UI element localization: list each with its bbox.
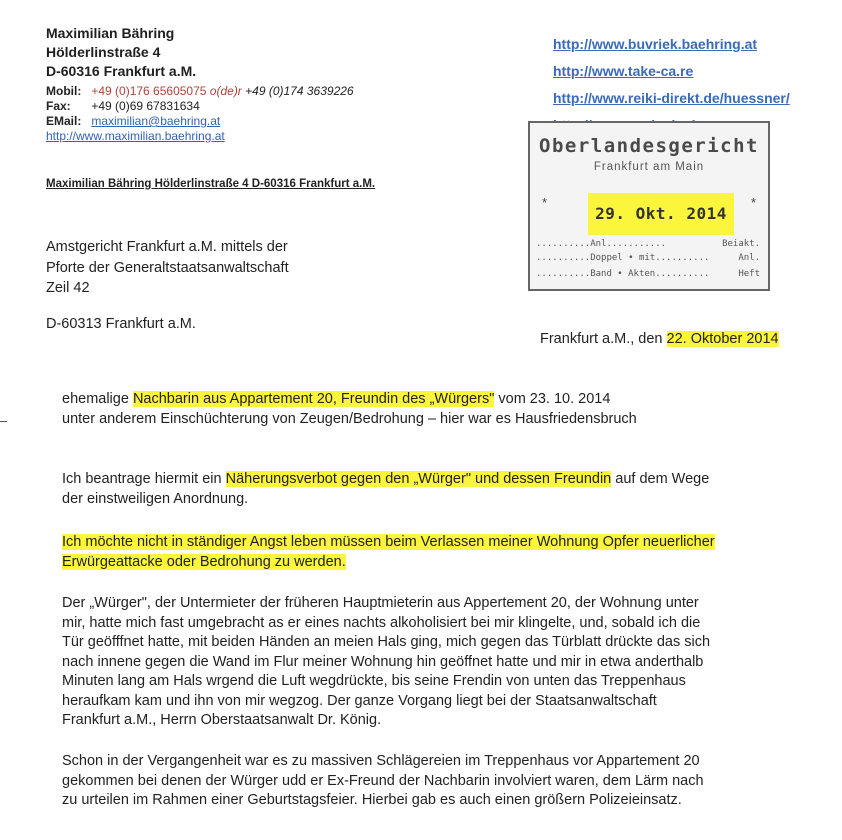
recipient-address [46, 237, 289, 299]
stamp-place: Frankfurt am Main [593, 161, 705, 173]
sender-city: D-60316 Frankfurt a.M. [46, 63, 197, 79]
link-buvriek[interactable]: http://www.buvriek.baehring.at [553, 36, 758, 52]
recipient-line-1: Amstgericht Frankfurt a.M. mittels der [46, 239, 288, 255]
stamp-star-right: * [750, 195, 756, 210]
stamp-field-anl2: Anl. [738, 253, 760, 263]
sender-name: Maximilian Bähring [46, 25, 175, 41]
email-row [46, 114, 354, 129]
fear-line-1: Ich möchte nicht in ständiger Angst leben müssen beim Verlassen meiner Wohnung Opfer neuerlicher [62, 534, 715, 550]
incident-line-1: Der „Würger", der Untermieter der früheren Hauptmieterin aus Appertement 20, der Wohnung unter [62, 595, 699, 611]
mobile-number-2: +49 (0)174 3639226 [245, 84, 354, 98]
incident-line-6: heraufkam kam und ihn von mir wegzog. Der ganze Vorgang liegt bei der Staatsanwaltschaft [62, 692, 657, 709]
return-address: Maximilian Bähring Hölderlinstraße 4 D-60316 Frankfurt a.M. [46, 178, 376, 190]
email-link[interactable]: maximilian@baehring.at [91, 114, 221, 128]
website-link[interactable]: http://www.maximilian.baehring.at [46, 129, 225, 143]
incident-line-5: Minuten lang am Hals wrgend die Luft wegdrückte, bis seine Frendin von unten das Treppenhaus [62, 673, 686, 689]
incident-line-7: Frankfurt a.M., Herrn Oberstaatsanwalt Dr. König. [62, 712, 382, 728]
paragraph-history [62, 752, 807, 811]
history-line-3: zu urteilen im Rahmen einer Geburtstagsfeier. Hierbei gab es auch einen größern Polizeieinsatz. [62, 792, 682, 808]
fax-label: Fax: [46, 99, 71, 113]
date-prefix: Frankfurt a.M., den [540, 331, 663, 347]
stamp-court: Oberlandesgericht [539, 135, 759, 157]
stamp-field-band: ..........Band • Akten.......... [536, 269, 710, 279]
stamp-field-doppel: ..........Doppel • mit.......... [536, 253, 710, 263]
subject-pre: ehemalige [62, 391, 129, 407]
court-stamp [528, 121, 770, 291]
mobile-label: Mobil: [46, 84, 82, 98]
sender-contact [46, 84, 354, 144]
recipient-line-3: Zeil 42 [46, 280, 90, 296]
incident-line-4: nach innene gegen die Wand im Flur meiner Wohnung hin geöffnet hatte und mir in etwa anderthalb [62, 653, 704, 670]
subject-line-1 [62, 389, 637, 409]
mobile-or: o(de)r [209, 84, 242, 98]
recipient-line-2: Pforte der Generaltstaatsanwaltschaft [46, 259, 289, 276]
request-pre: Ich beantrage hiermit ein [62, 471, 222, 487]
recipient-city: D-60313 Frankfurt a.M. [46, 316, 196, 332]
subject [62, 389, 637, 429]
fax-row [46, 99, 354, 114]
paragraph-fear [62, 533, 807, 572]
incident-line-2: mir, hatte mich fast umgebracht as er eines nachts alkoholisiert bei mir klingelte, und, sobald ich die [62, 614, 701, 631]
sender-street: Hölderlinstraße 4 [46, 44, 161, 60]
stamp-star-left: * [542, 195, 548, 210]
margin-mark [0, 421, 7, 422]
mobile-number-1: +49 (0)176 65605075 [91, 84, 207, 98]
subject-highlight: Nachbarin aus Appartement 20, Freundin des „Würgers" [132, 391, 495, 407]
sender-address [46, 24, 196, 81]
date-line [540, 331, 779, 347]
fax-number: +49 (0)69 67831634 [91, 99, 200, 113]
stamp-field-anl: ..........Anl........... [536, 239, 667, 249]
stamp-field-heft: Heft [738, 269, 760, 279]
link-take-care[interactable]: http://www.take-ca.re [553, 63, 694, 79]
stamp-date: 29. Okt. 2014 [588, 193, 734, 235]
mobile-row [46, 84, 354, 99]
paragraph-request-line-1 [62, 470, 807, 490]
letter-date: 22. Oktober 2014 [666, 331, 779, 347]
link-reiki[interactable]: http://www.reiki-direkt.de/huessner/ [553, 90, 790, 106]
request-highlight: Näherungsverbot gegen den „Würger" und dessen Freundin [225, 471, 612, 487]
history-line-1: Schon in der Vergangenheit war es zu massiven Schlägereien im Treppenhaus vor Appartement 20 [62, 753, 700, 769]
history-line-2: gekommen bei denen der Würger udd er Ex-Freund der Nachbarin involviert waren, dem Lärm nach [62, 772, 704, 789]
paragraph-incident [62, 594, 807, 731]
email-label: EMail: [46, 114, 82, 128]
website-row [46, 129, 354, 144]
paragraph-request [62, 470, 807, 509]
incident-line-3: Tür geöfffnet hatte, mit beiden Händen an meien Hals ging, mich gegen das Türblatt drückte das sich [62, 634, 711, 650]
paragraph-request-line-2: der einstweiligen Anordnung. [62, 490, 249, 507]
request-post: auf dem Wege [615, 471, 710, 487]
stamp-field-beiakt: Beiakt. [722, 239, 760, 249]
fear-line-2: Erwürgeattacke oder Bedrohung zu werden. [62, 553, 346, 570]
subject-post: vom 23. 10. 2014 [498, 391, 611, 407]
subject-line-2: unter anderem Einschüchterung von Zeugen/Bedrohung – hier war es Hausfriedensbruch [62, 411, 637, 427]
